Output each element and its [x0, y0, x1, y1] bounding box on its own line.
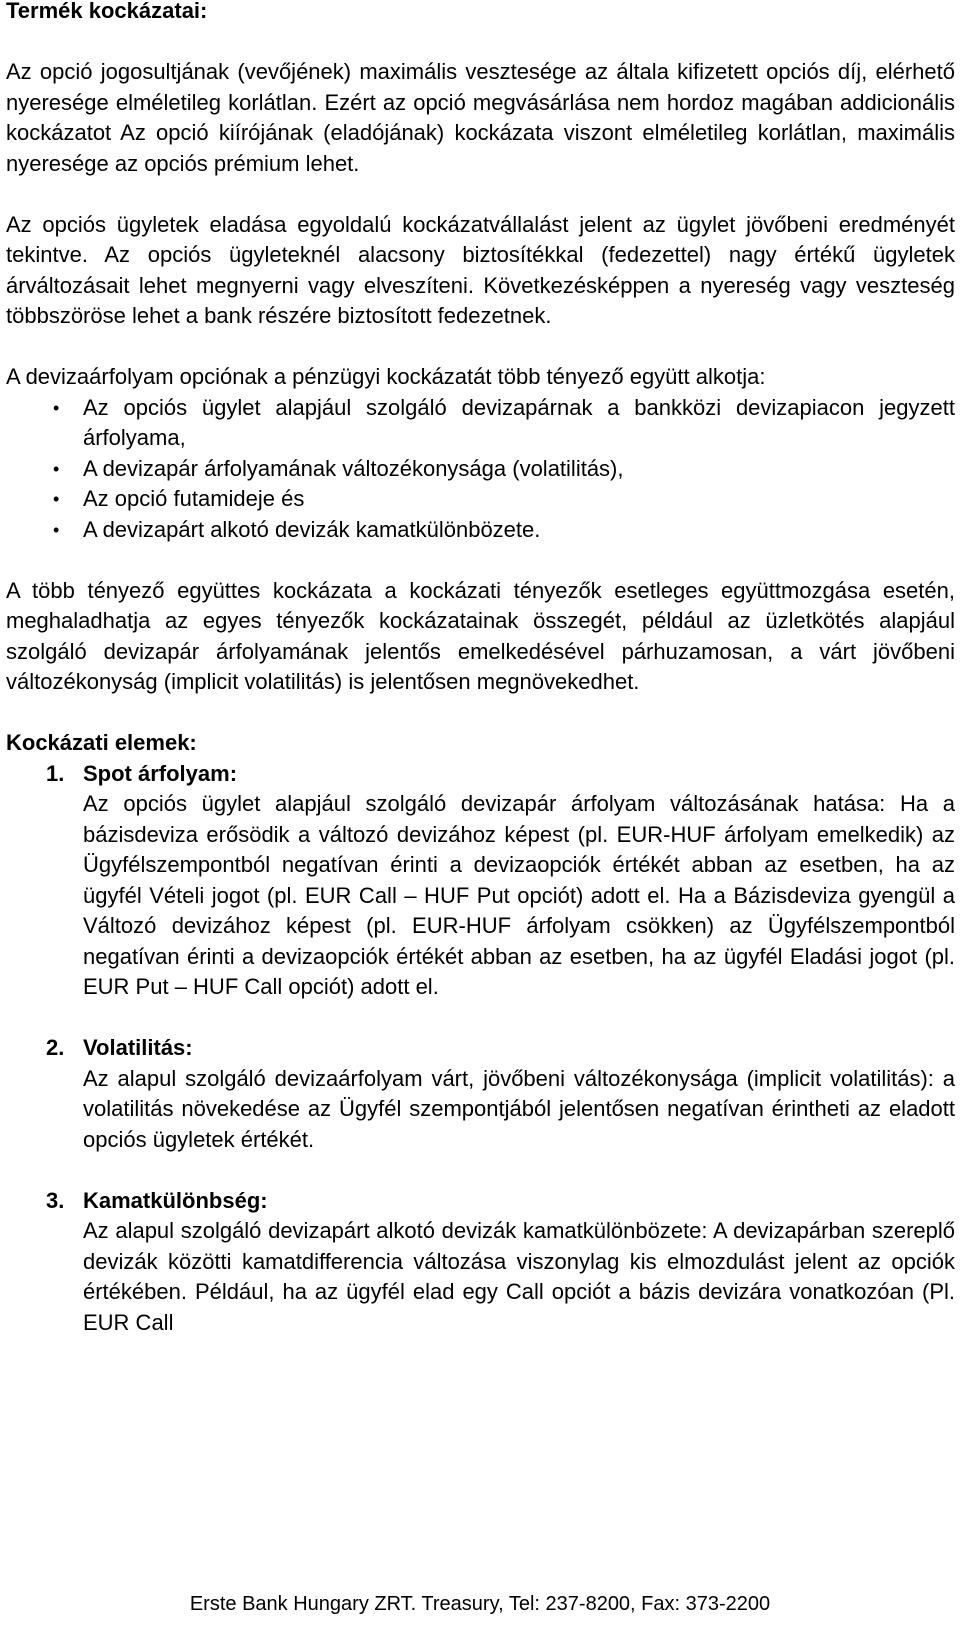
spacer [6, 27, 955, 58]
list-item-text: A devizapár árfolyamának változékonysága (volatilitás), [83, 455, 624, 481]
page-footer: Erste Bank Hungary ZRT. Treasury, Tel: 237-8200, Fax: 373-2200 [189, 1593, 771, 1615]
risk-element-title: Spot árfolyam: [83, 760, 238, 786]
spacer [6, 179, 955, 210]
risk-element-number: 3. [46, 1187, 65, 1213]
list-item [6, 454, 955, 485]
risk-element-text: Az alapul szolgáló devizapárt alkotó devizák kamatkülönbözete: A devizapárban szereplő devizák közötti kamatdifferencia változása viszonylag kis elmozdulást jelent az opciók értékében. Például, ha az ügyfél elad egy Call opciót a bázis devizára vonatkozóan (Pl. EUR Call [83, 1218, 955, 1335]
risk-element-number: 1. [46, 760, 65, 786]
risk-element-text: Az alapul szolgáló devizaárfolyam várt, jövőbeni változékonysága (implicit volatilitás): a volatilitás növekedése az Ügyfél szempontjából jelentősen negatívan érintheti az eladott opciós ügyletek értékét. [83, 1065, 955, 1152]
risk-element-interest-diff [6, 1186, 955, 1339]
bullet-icon: • [53, 397, 60, 418]
risk-factor-list [6, 393, 955, 546]
list-item [6, 484, 955, 515]
spacer [6, 545, 955, 576]
bullet-icon: • [53, 458, 60, 479]
spacer [6, 332, 955, 363]
list-item [6, 393, 955, 454]
paragraph-combined-risk: A több tényező együttes kockázata a kockázati tényezők esetleges együttmozgása esetén, meghaladhatja az egyes tényezők kockázatainak összegét, például az üzletkötés alapjául szolgáló devizapár árfolyamának jelentős emelkedésével párhuzamosan, a várt jövőbeni változékonyság (implicit volatilitás) is jelentősen megnövekedhet. [6, 577, 955, 694]
bullet-icon: • [53, 489, 60, 509]
paragraph-risk-factors-intro: A devizaárfolyam opciónak a pénzügyi kockázatát több tényező együtt alkotja: [6, 364, 766, 389]
paragraph-option-selling: Az opciós ügyletek eladása egyoldalú kockázatvállalást jelent az ügylet jövőbeni eredményét tekintve. Az opciós ügyleteknél alacsony biztosítékkal (fedezettel) nagy értékű ügyletek árváltozásait lehet megnyerni vagy elveszíteni. Következésképpen a nyereség vagy veszteség többszöröse lehet a bank részére biztosított fedezetnek. [6, 211, 955, 328]
spacer [6, 698, 955, 729]
risk-element-text: Az opciós ügylet alapjául szolgáló devizapár árfolyam változásának hatása: Ha a bázisdeviza erősödik a változó devizához képest (pl. EUR-HUF árfolyam emelkedik) az Ügyfélszempontból negatívan érinti a devizaopciók értékét abban az esetben, ha az ügyfél Vételi jogot (pl. EUR Call – HUF Put opciót) adott el. Ha a Bázisdeviza gyengül a Változó devizához képest (pl. EUR-HUF árfolyam csökken) az Ügyfélszempontból negatívan érinti a devizaopciók értékét abban az esetben, ha az ügyfél Eladási jogot (pl. EUR Put – HUF Call opciót) adott el. [83, 791, 955, 999]
list-item-text: Az opció futamideje és [83, 486, 305, 511]
document-page [6, 0, 955, 1338]
list-item-text: A devizapárt alkotó devizák kamatkülönbözete. [83, 516, 541, 542]
heading-risk-elements: Kockázati elemek: [6, 730, 197, 755]
list-item [6, 515, 955, 546]
risk-element-title: Kamatkülönbség: [83, 1187, 268, 1213]
risk-element-title: Volatilitás: [83, 1035, 193, 1060]
risk-element-number: 2. [46, 1035, 65, 1060]
spacer [6, 1155, 955, 1186]
risk-element-volatility [6, 1033, 955, 1155]
paragraph-buyer-seller-risk: Az opció jogosultjának (vevőjének) maximális vesztesége az általa kifizetett opciós díj, elérhető nyeresége elméletileg korlátlan. Ezért az opció megvásárlása nem hordoz magában addicionális kockázatot Az opció kiírójának (eladójának) kockázata viszont elméletileg korlátlan, maximális nyeresége az opciós prémium lehet. [6, 59, 955, 176]
risk-element-spot [6, 759, 955, 1003]
spacer [6, 1003, 955, 1034]
heading-risks: Termék kockázatai: [6, 0, 208, 23]
bullet-icon: • [53, 519, 60, 540]
list-item-text: Az opciós ügylet alapjául szolgáló devizapárnak a bankközi devizapiacon jegyzett árfolyama, [83, 394, 955, 450]
